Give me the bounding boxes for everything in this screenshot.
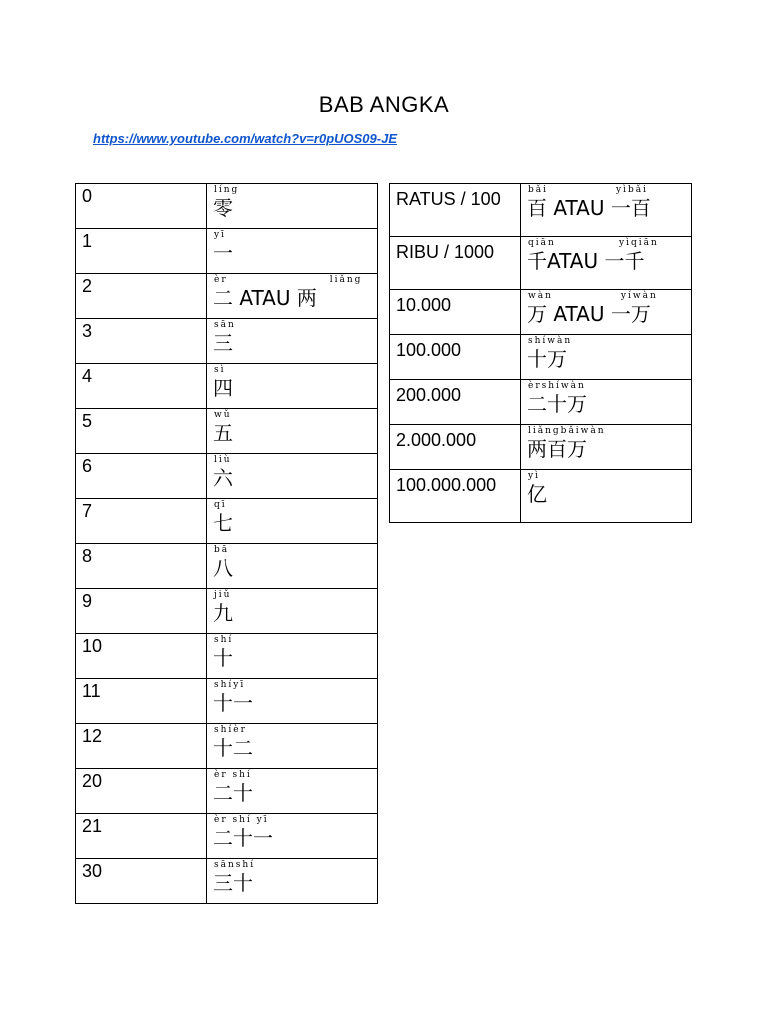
hanzi-text: 零 <box>213 196 233 220</box>
hanzi-text: 千ATAU 一千 <box>527 249 645 273</box>
number-label: 100.000 <box>396 340 462 360</box>
number-cell <box>76 769 207 814</box>
pinyin-text: sān <box>214 320 236 330</box>
hanzi-text: 一 <box>213 241 233 265</box>
hanzi-text: 四 <box>213 376 233 400</box>
table-row <box>76 859 378 904</box>
pinyin-text: yī <box>214 230 226 240</box>
hanzi-text: 亿 <box>527 482 547 506</box>
hanzi-text: 十一 <box>213 691 253 715</box>
number-cell <box>76 229 207 274</box>
pinyin-text: èr liǎng <box>214 275 363 285</box>
number-cell <box>76 544 207 589</box>
youtube-link[interactable]: https://www.youtube.com/watch?v=r0pUOS09-JE <box>93 131 397 146</box>
pinyin-text: shíèr <box>214 725 247 735</box>
number-cell <box>76 634 207 679</box>
pinyin-text: qiān yìqiān <box>528 238 659 248</box>
number-label: 4 <box>82 366 93 386</box>
table-row <box>390 237 692 290</box>
number-cell <box>76 589 207 634</box>
table-row <box>76 499 378 544</box>
pinyin-text: èr shí yī <box>214 815 269 825</box>
hanzi-text: 八 <box>213 556 233 580</box>
chinese-cell <box>521 470 692 523</box>
table-row <box>76 724 378 769</box>
number-label: 6 <box>82 456 93 476</box>
table-row <box>76 769 378 814</box>
hanzi-text: 十万 <box>527 347 567 371</box>
number-label: 20 <box>82 771 103 791</box>
chinese-cell <box>207 634 378 679</box>
number-label: 9 <box>82 591 93 611</box>
table-row <box>76 544 378 589</box>
pinyin-text: sì <box>214 365 226 375</box>
number-label: 2.000.000 <box>396 430 477 450</box>
table-row <box>76 364 378 409</box>
table-row <box>76 409 378 454</box>
hanzi-text: 十二 <box>213 736 253 760</box>
pinyin-text: jiǔ <box>214 590 232 600</box>
number-label: 12 <box>82 726 103 746</box>
number-label: 10 <box>82 636 103 656</box>
number-label: 1 <box>82 231 93 251</box>
table-row <box>76 229 378 274</box>
table-row <box>390 184 692 237</box>
number-label: 0 <box>82 186 93 206</box>
number-cell <box>76 274 207 319</box>
table-row <box>390 335 692 380</box>
number-cell <box>76 364 207 409</box>
number-cell <box>390 380 521 425</box>
chinese-cell <box>207 184 378 229</box>
chinese-cell <box>521 380 692 425</box>
chinese-cell <box>521 237 692 290</box>
number-cell <box>390 290 521 335</box>
number-label: RIBU / 1000 <box>396 242 495 262</box>
chinese-cell <box>207 814 378 859</box>
page-title: BAB ANGKA <box>318 92 450 117</box>
chinese-cell <box>207 454 378 499</box>
pinyin-text: bā <box>214 545 230 555</box>
pinyin-text: yì <box>528 471 540 481</box>
hanzi-text: 十 <box>213 646 233 670</box>
table-row <box>76 274 378 319</box>
number-cell <box>390 237 521 290</box>
chinese-cell <box>521 335 692 380</box>
chinese-cell <box>207 274 378 319</box>
chinese-cell <box>207 229 378 274</box>
pinyin-text: liǎngbǎiwàn <box>528 426 606 436</box>
number-cell <box>390 425 521 470</box>
pinyin-text: èr shí <box>214 770 252 780</box>
number-label: 5 <box>82 411 93 431</box>
number-label: 11 <box>82 681 101 701</box>
table-row <box>390 380 692 425</box>
chinese-cell <box>521 290 692 335</box>
pinyin-text: wàn yíwàn <box>528 291 658 301</box>
chinese-cell <box>207 544 378 589</box>
number-cell <box>76 409 207 454</box>
chinese-cell <box>207 679 378 724</box>
table-row <box>76 814 378 859</box>
number-cell <box>76 679 207 724</box>
numbers-table-large <box>389 183 692 523</box>
pinyin-text: shíyī <box>214 680 246 690</box>
number-cell <box>76 319 207 364</box>
pinyin-text: shíwàn <box>528 336 573 346</box>
chinese-cell <box>207 589 378 634</box>
number-label: 100.000.000 <box>396 475 497 495</box>
table-row <box>390 425 692 470</box>
number-cell <box>390 470 521 523</box>
pinyin-text: sānshí <box>214 860 256 870</box>
number-cell <box>76 859 207 904</box>
chinese-cell <box>207 724 378 769</box>
chinese-cell <box>521 425 692 470</box>
hanzi-text: 二十一 <box>213 826 273 850</box>
number-cell <box>76 184 207 229</box>
chinese-cell <box>207 409 378 454</box>
number-label: 2 <box>82 276 93 296</box>
number-label: 7 <box>82 501 93 521</box>
numbers-table-basic <box>75 183 378 904</box>
table-row <box>76 679 378 724</box>
hanzi-text: 百 ATAU 一百 <box>527 196 651 220</box>
table-row <box>390 290 692 335</box>
pinyin-text: èrshíwàn <box>528 381 586 391</box>
hanzi-text: 二十万 <box>527 392 587 416</box>
pinyin-text: líng <box>214 185 240 195</box>
hanzi-text: 五 <box>213 421 233 445</box>
number-cell <box>76 724 207 769</box>
table-row <box>76 634 378 679</box>
chinese-cell <box>207 859 378 904</box>
pinyin-text: qī <box>214 500 227 510</box>
chinese-cell <box>521 184 692 237</box>
hanzi-text: 万 ATAU 一万 <box>527 302 651 326</box>
number-cell <box>390 335 521 380</box>
hanzi-text: 九 <box>213 601 233 625</box>
number-label: 21 <box>82 816 103 836</box>
hanzi-text: 六 <box>213 466 233 490</box>
number-label: RATUS / 100 <box>396 189 501 209</box>
hanzi-text: 三 <box>213 331 233 355</box>
pinyin-text: liù <box>214 455 232 465</box>
number-label: 200.000 <box>396 385 462 405</box>
number-label: 10.000 <box>396 295 452 315</box>
hanzi-text: 三十 <box>213 871 253 895</box>
number-label: 3 <box>82 321 93 341</box>
hanzi-text: 七 <box>213 511 233 535</box>
table-row <box>76 319 378 364</box>
number-cell <box>76 454 207 499</box>
number-label: 8 <box>82 546 93 566</box>
hanzi-text: 两百万 <box>527 437 587 461</box>
chinese-cell <box>207 769 378 814</box>
number-label: 30 <box>82 861 103 881</box>
pinyin-text: wǔ <box>214 410 232 420</box>
number-cell <box>390 184 521 237</box>
number-cell <box>76 814 207 859</box>
hanzi-text: 二 ATAU 两 <box>213 286 317 310</box>
table-row <box>76 589 378 634</box>
table-row <box>76 184 378 229</box>
table-row <box>76 454 378 499</box>
chinese-cell <box>207 364 378 409</box>
number-cell <box>76 499 207 544</box>
chinese-cell <box>207 499 378 544</box>
chinese-cell <box>207 319 378 364</box>
hanzi-text: 二十 <box>213 781 253 805</box>
table-row <box>390 470 692 523</box>
pinyin-text: shí <box>214 635 234 645</box>
pinyin-text: bǎi yìbǎi <box>528 185 649 195</box>
